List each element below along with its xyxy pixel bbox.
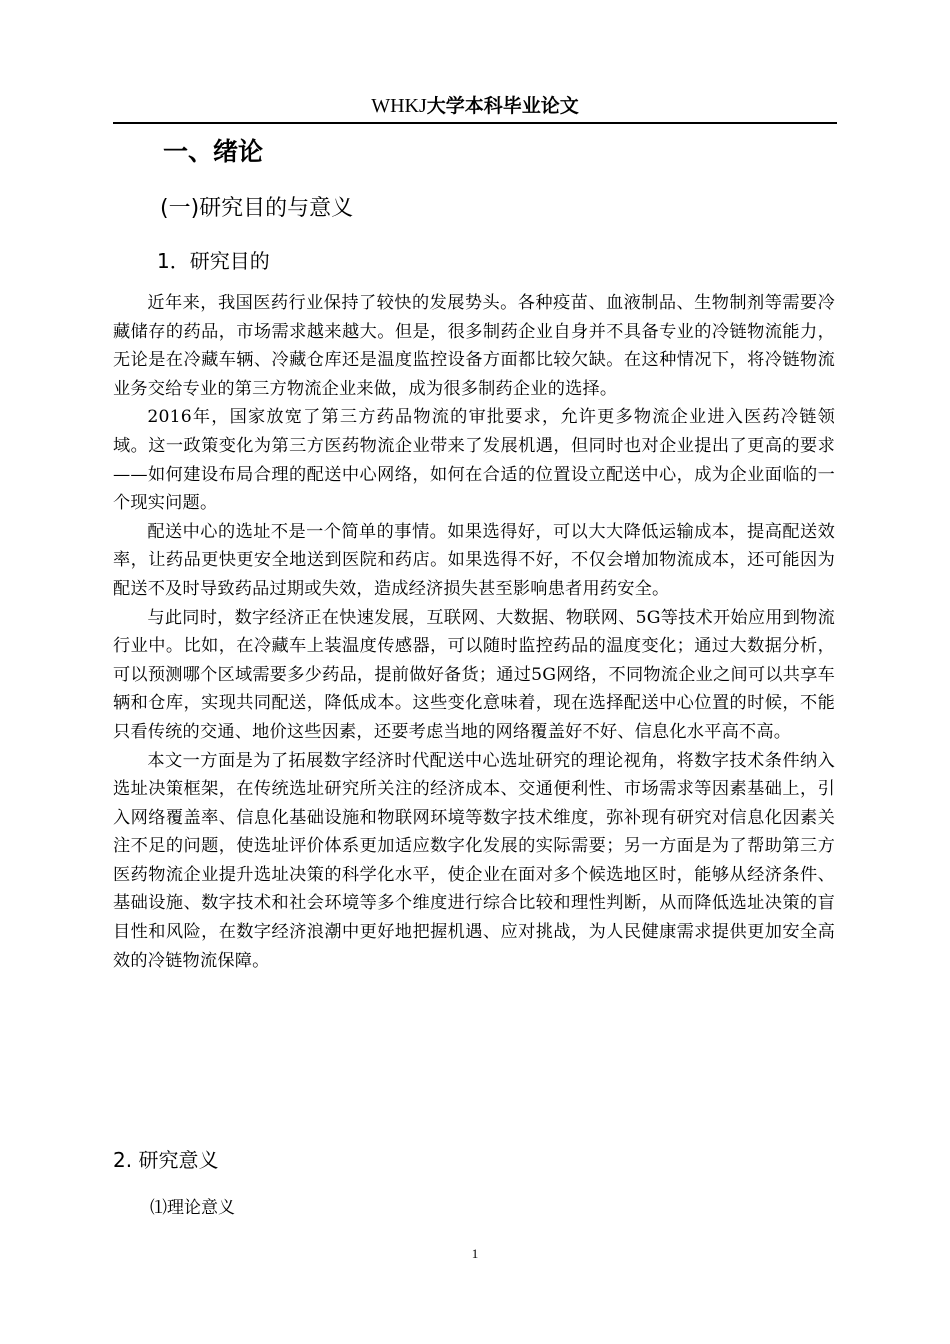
paragraph: 近年来，我国医药行业保持了较快的发展势头。各种疫苗、血液制品、生物制剂等需要冷藏储存的药品，市场需求越来越大。但是，很多制药企业自身并不具备专业的冷链物流能力，无论是在冷藏车辆、冷藏仓库还是温度监控设备方面都比较欠缺。在这种情况下，将冷链物流业务交给专业的第三方物流企业来做，成为很多制药企业的选择。 <box>113 293 835 399</box>
running-header <box>113 92 837 124</box>
section-heading: (一)研究目的与意义 <box>160 196 354 221</box>
paragraph: 配送中心的选址不是一个简单的事情。如果选得好，可以大大降低运输成本，提高配送效率，让药品更快更安全地送到医院和药店。如果选得不好，不仅会增加物流成本，还可能因为配送不及时导致药品过期或失效，造成经济损失甚至影响患者用药安全。 <box>113 521 835 599</box>
subsection-heading-significance: 2. 研究意义 <box>113 1148 219 1172</box>
header-latin-text: WHKJ <box>371 95 427 117</box>
header-title-text: 大学本科毕业论文 <box>426 95 579 117</box>
body-text <box>113 289 835 975</box>
sub-subsection-heading-theory: ⑴理论意义 <box>150 1198 235 1218</box>
paragraph: 本文一方面是为了拓展数字经济时代配送中心选址研究的理论视角，将数字技术条件纳入选址决策框架，在传统选址研究所关注的经济成本、交通便利性、市场需求等因素基础上，引入网络覆盖率、信息化基础设施和物联网环境等数字技术维度，弥补现有研究对信息化因素关注不足的问题，使选址评价体系更加适应数字化发展的实际需要；另一方面是为了帮助第三方医药物流企业提升选址决策的科学化水平，使企业在面对多个候选地区时，能够从经济条件、基础设施、数字技术和社会环境等多个维度进行综合比较和理性判断，从而降低选址决策的盲目性和风险，在数字经济浪潮中更好地把握机遇、应对挑战，为人民健康需求提供更加安全高效的冷链物流保障。 <box>113 750 835 971</box>
chapter-heading: 一、绪论 <box>163 137 264 166</box>
paragraph: 与此同时，数字经济正在快速发展，互联网、大数据、物联网、5G等技术开始应用到物流行业中。比如，在冷藏车上装温度传感器，可以随时监控药品的温度变化；通过大数据分析，可以预测哪个区域需要多少药品，提前做好备货；通过5G网络，不同物流企业之间可以共享车辆和仓库，实现共同配送，降低成本。这些变化意味着，现在选择配送中心位置的时候，不能只看传统的交通、地价这些因素，还要考虑当地的网络覆盖好不好、信息化水平高不高。 <box>113 607 835 742</box>
page-number: 1 <box>471 1246 479 1261</box>
paragraph: 2016年，国家放宽了第三方药品物流的审批要求，允许更多物流企业进入医药冷链领域。这一政策变化为第三方医药物流企业带来了发展机遇，但同时也对企业提出了更高的要求——如何建设布局合理的配送中心网络，如何在合适的位置设立配送中心，成为企业面临的一个现实问题。 <box>113 407 835 514</box>
subsection-heading-purpose: 1．研究目的 <box>157 249 270 273</box>
